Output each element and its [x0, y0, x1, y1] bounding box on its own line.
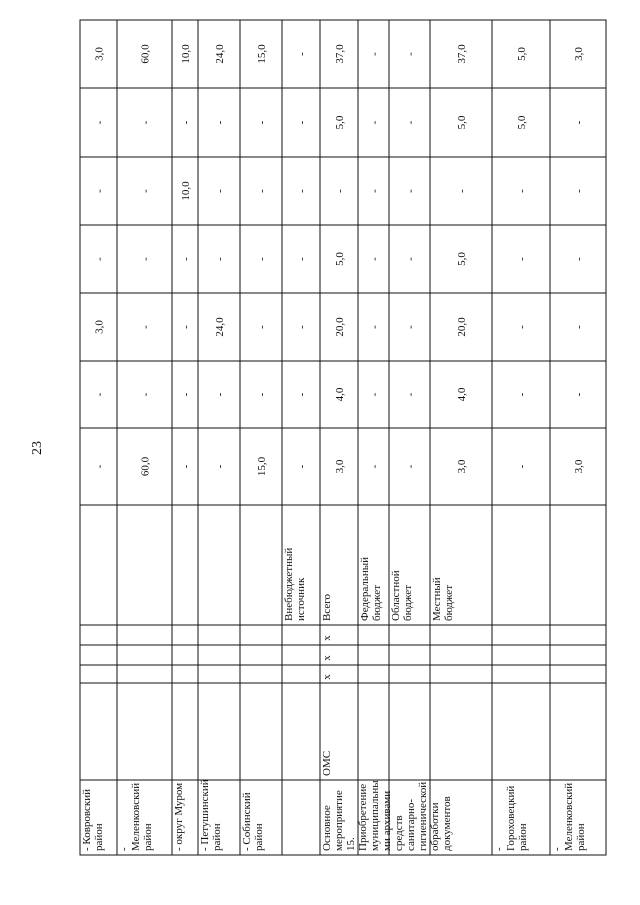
value-cell: - — [404, 189, 417, 193]
value-cell: 60,0 — [139, 456, 152, 477]
value-cell: - — [180, 257, 192, 261]
value-cell: 5,0 — [334, 252, 346, 266]
funding-source: Федеральныйбюджет — [359, 556, 383, 621]
value-cell: 3,0 — [573, 459, 585, 474]
value-cell: - — [214, 120, 226, 125]
value-cell: - — [516, 464, 528, 469]
value-cell: - — [368, 189, 381, 193]
funding-source: Областнойбюджет — [390, 570, 414, 621]
value-cell: 5,0 — [516, 115, 528, 130]
value-cell: - — [368, 464, 381, 469]
value-cell: 3,0 — [93, 47, 106, 61]
value-cell: - — [214, 189, 226, 193]
value-cell: 10,0 — [180, 44, 192, 64]
value-cell: 37,0 — [456, 44, 468, 64]
value-cell: 5,0 — [456, 115, 468, 130]
value-cell: 4,0 — [334, 387, 346, 402]
row-name: Основноемероприятие15.Приобретениемуниципальными архивамисредствсанитарно-гигиеническойобработкидокументов — [321, 780, 453, 851]
value-cell: - — [296, 189, 308, 193]
value-cell: - — [404, 52, 417, 56]
mark-x: x — [321, 635, 333, 641]
value-cell: 3,0 — [456, 459, 468, 474]
value-cell: 10,0 — [180, 181, 192, 201]
value-cell: - — [573, 392, 585, 397]
value-cell: 3,0 — [573, 47, 585, 61]
value-cell: - — [214, 392, 226, 397]
value-cell: - — [180, 392, 192, 397]
value-cell: - — [139, 325, 152, 329]
value-cell: - — [93, 392, 106, 397]
value-cell: - — [93, 464, 106, 469]
row-name: - Собинскийрайон — [241, 792, 265, 851]
value-cell: 15,0 — [256, 456, 268, 477]
value-cell: - — [516, 189, 528, 193]
value-cell: - — [93, 120, 106, 125]
value-cell: - — [296, 392, 308, 397]
value-cell: - — [573, 325, 585, 329]
value-cell: 15,0 — [256, 44, 268, 64]
value-cell: - — [296, 52, 308, 56]
value-cell: - — [214, 257, 226, 261]
value-cell: 5,0 — [456, 252, 468, 266]
value-cell: - — [256, 325, 268, 329]
value-cell: 3,0 — [334, 459, 346, 474]
table-grid — [80, 20, 606, 855]
value-cell: - — [180, 325, 192, 329]
value-cell: - — [404, 257, 417, 261]
value-cell: - — [368, 392, 381, 397]
value-cell: 24,0 — [214, 44, 226, 64]
mark-x: x — [321, 655, 333, 661]
value-cell: - — [296, 464, 308, 469]
page-number: 23 — [30, 441, 45, 455]
value-cell: - — [456, 189, 468, 193]
row-name: - Ковровскийрайон — [81, 788, 105, 851]
value-cell: - — [368, 257, 381, 261]
value-cell: - — [214, 464, 226, 469]
value-cell: - — [180, 464, 192, 469]
value-cell: - — [139, 120, 152, 125]
value-cell: - — [93, 257, 106, 261]
value-cell: - — [180, 120, 192, 125]
value-cell: - — [296, 120, 308, 125]
value-cell: - — [296, 257, 308, 261]
value-cell: - — [404, 392, 417, 397]
row-name: - округ Муром — [173, 782, 185, 851]
value-cell: - — [516, 392, 528, 397]
value-cell: - — [404, 464, 417, 469]
value-cell: - — [516, 325, 528, 329]
value-cell: - — [573, 257, 585, 261]
value-cell: - — [139, 392, 152, 397]
value-cell: - — [256, 257, 268, 261]
value-cell: - — [334, 189, 346, 193]
value-cell: 60,0 — [139, 44, 152, 64]
mark-x: x — [321, 674, 333, 680]
executor-label: ОМС — [321, 750, 333, 776]
value-cell: - — [573, 120, 585, 125]
value-cell: - — [256, 189, 268, 193]
value-cell: - — [296, 325, 308, 329]
value-cell: 37,0 — [334, 44, 346, 64]
value-cell: - — [256, 392, 268, 397]
row-name: -Меленковскийрайон — [551, 782, 587, 851]
funding-source: Местныйбюджет — [431, 577, 455, 621]
value-cell: - — [256, 120, 268, 125]
value-cell: - — [93, 189, 106, 193]
value-cell: - — [368, 120, 381, 125]
value-cell: - — [516, 257, 528, 261]
value-cell: - — [404, 325, 417, 329]
row-name: -Гороховецкийрайон — [493, 785, 529, 851]
funding-source: Внебюджетныйисточник — [283, 547, 307, 621]
value-cell: 4,0 — [456, 387, 468, 402]
value-cell: - — [368, 325, 381, 329]
value-cell: 3,0 — [93, 320, 106, 334]
value-cell: - — [139, 257, 152, 261]
value-cell: 20,0 — [334, 317, 346, 337]
value-cell: - — [368, 52, 381, 56]
row-name: - Петушинскийрайон — [199, 779, 223, 851]
value-cell: 5,0 — [516, 47, 528, 61]
value-cell: 24,0 — [214, 317, 226, 337]
value-cell: 5,0 — [334, 115, 346, 130]
funding-source: Всего — [321, 594, 333, 621]
row-name: -Меленковскийрайон — [118, 782, 154, 851]
value-cell: - — [139, 189, 152, 193]
value-cell: - — [573, 189, 585, 193]
value-cell: - — [404, 120, 417, 125]
value-cell: 20,0 — [456, 317, 468, 337]
